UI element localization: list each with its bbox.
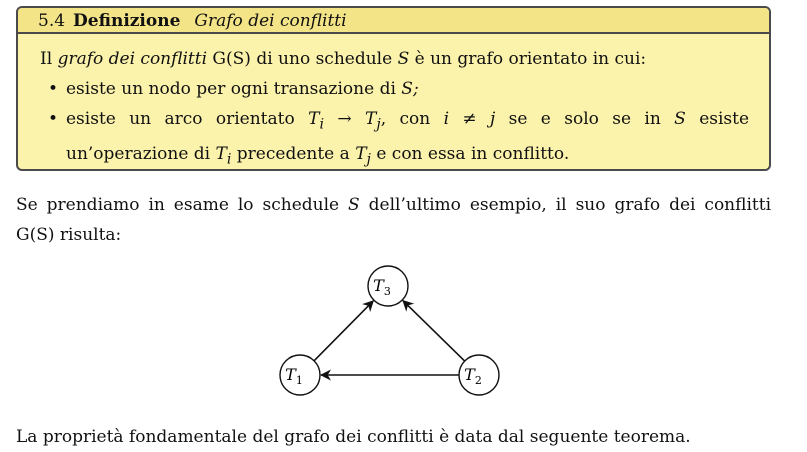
para-text: dell’ultimo esempio, il suo grafo dei conflitti: [368, 195, 772, 215]
paragraph-1-line-1: [16, 190, 771, 220]
var-i: i: [443, 109, 449, 129]
paragraph-2-text: La proprietà fondamentale del grafo dei conflitti è data dal seguente teorema.: [16, 427, 691, 447]
bullet-text: esiste un arco orientato: [66, 109, 295, 129]
bullet-text: esiste: [699, 109, 750, 129]
intro-text: è un grafo orientato in cui:: [414, 49, 647, 69]
var-j: j: [490, 109, 496, 129]
bullet-text: e con essa in conflitto.: [376, 144, 570, 165]
conflict-graph: [230, 258, 550, 398]
bullet-text: , con: [380, 109, 431, 129]
para-symbol: G(S): [16, 225, 55, 245]
definition-title: Grafo dei conflitti: [194, 11, 347, 31]
edge-T2-to-T3: [403, 301, 465, 361]
S-symbol: S: [348, 195, 360, 215]
node-label: $T_2$: [464, 365, 482, 387]
paragraph-1-line-2: [16, 220, 771, 250]
node-T3: [368, 266, 408, 306]
bullet-2-line-1: [66, 104, 749, 139]
edge-T1-to-T3: [314, 301, 373, 361]
definition-kind: Definizione: [73, 11, 181, 31]
intro-S: S: [397, 49, 410, 69]
T-symbol: T: [215, 144, 227, 165]
intro-symbol: G(S): [212, 49, 251, 69]
definition-list: [40, 74, 749, 171]
intro-text: di uno schedule: [256, 49, 393, 69]
definition-box: [16, 6, 771, 171]
bullet-S: S;: [401, 79, 419, 99]
para-text: Se prendiamo in esame lo schedule: [16, 195, 340, 215]
definition-bullet-2: [66, 104, 749, 171]
T-symbol: T: [355, 144, 367, 165]
definition-bullet-1: [66, 74, 749, 104]
bullet-text: un’operazione di: [66, 144, 211, 165]
definition-header: [18, 8, 769, 34]
definition-number: 5.4: [38, 11, 66, 31]
para-text: risulta:: [59, 225, 122, 245]
paragraph-2: [16, 422, 771, 452]
definition-intro: [40, 44, 749, 74]
bullet-text: precedente a: [236, 144, 350, 165]
T-symbol: T: [308, 109, 320, 129]
subscript: j: [366, 151, 371, 168]
arrow-symbol: →: [337, 109, 352, 129]
bullet-2-line-2: [66, 139, 749, 171]
definition-body: [18, 34, 769, 171]
T-symbol: T: [364, 109, 377, 129]
node-subscript: 3: [383, 285, 391, 298]
subscript: i: [226, 151, 232, 168]
intro-term: grafo dei conflitti: [57, 49, 208, 69]
node-label: $T_3$: [373, 276, 391, 298]
bullet-text: se e solo se in: [508, 109, 661, 129]
node-subscript: 1: [295, 374, 303, 387]
S-symbol: S: [674, 109, 686, 129]
node-subscript: 2: [474, 374, 482, 387]
bullet-text: esiste un nodo per ogni transazione di: [66, 79, 396, 99]
intro-text: Il: [40, 49, 53, 69]
node-T1: [280, 355, 320, 395]
subscript: j: [376, 116, 381, 133]
neq-symbol: ≠: [462, 109, 477, 129]
node-label: $T_1$: [285, 365, 303, 387]
node-T2: [459, 355, 499, 395]
subscript: i: [319, 116, 324, 133]
paragraph-1: [16, 190, 771, 250]
